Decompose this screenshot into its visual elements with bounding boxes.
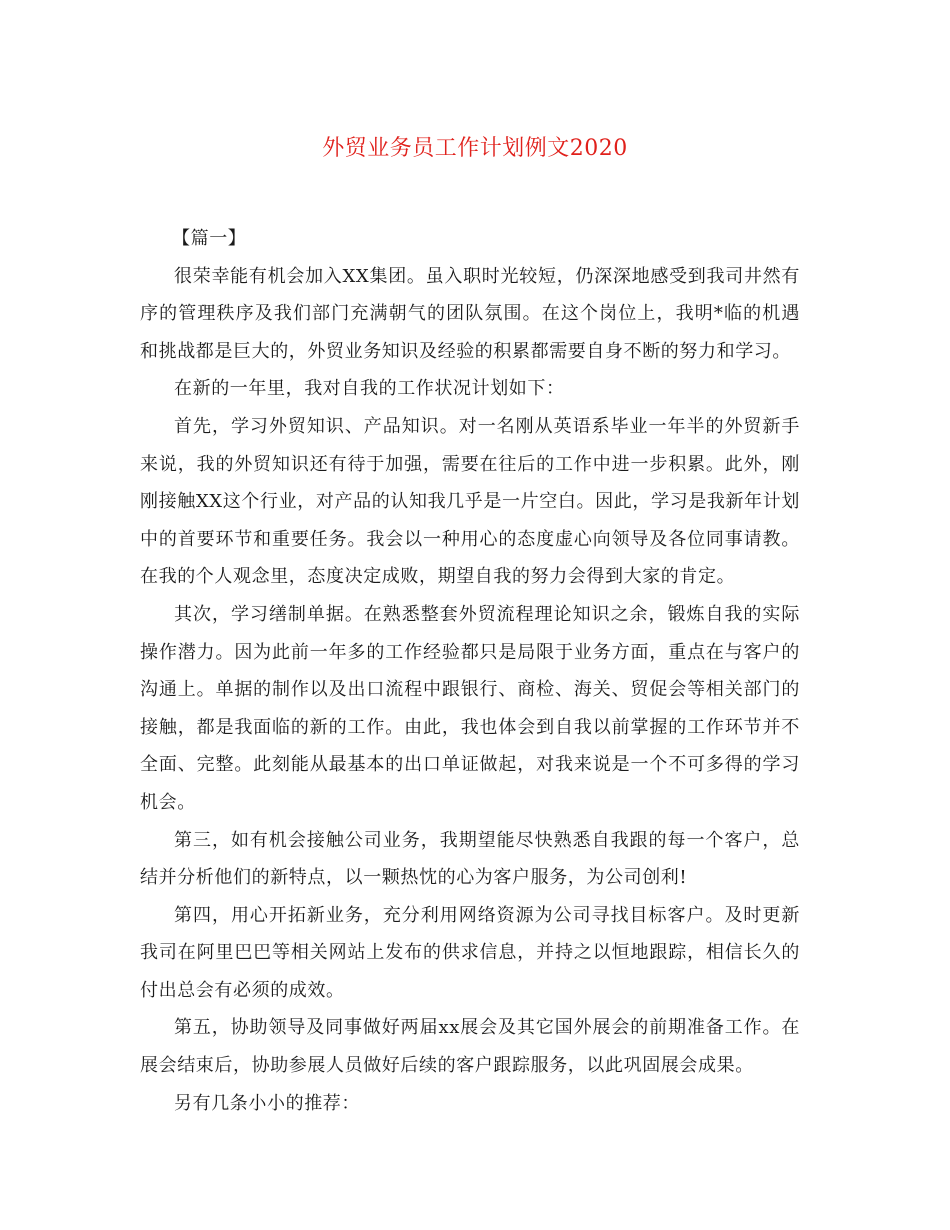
- section-label: 【篇一】: [172, 228, 247, 249]
- paragraph: 第五，协助领导及同事做好两届xx展会及其它国外展会的前期准备工作。在展会结束后，协助参展人员做好后续的客户跟踪服务，以此巩固展会成果。: [140, 1017, 800, 1077]
- paragraph: 很荣幸能有机会加入XX集团。虽入职时光较短，仍深深地感受到我司井然有序的管理秩序及我们部门充满朝气的团队氛围。在这个岗位上，我明*临的机遇和挑战都是巨大的，外贸业务知识及经验的积累都需要自身不断的努力和学习。: [140, 265, 800, 362]
- paragraph: 第四，用心开拓新业务，充分利用网络资源为公司寻找目标客户。及时更新我司在阿里巴巴等相关网站上发布的供求信息，并持之以恒地跟踪，相信长久的付出总会有必须的成效。: [140, 904, 800, 1001]
- paragraph: 其次，学习缮制单据。在熟悉整套外贸流程理论知识之余，锻炼自我的实际操作潜力。因为此前一年多的工作经验都只是局限于业务方面，重点在与客户的沟通上。单据的制作以及出口流程中跟银行、商检、海关、贸促会等相关部门的接触，都是我面临的新的工作。由此，我也体会到自我以前掌握的工作环节并不全面、完整。此刻能从最基本的出口单证做起，对我来说是一个不可多得的学习机会。: [140, 603, 800, 813]
- paragraph: 首先，学习外贸知识、产品知识。对一名刚从英语系毕业一年半的外贸新手来说，我的外贸知识还有待于加强，需要在往后的工作中进一步积累。此外，刚刚接触XX这个行业，对产品的认知我几乎是一片空白。因此，学习是我新年计划中的首要环节和重要任务。我会以一种用心的态度虚心向领导及各位同事请教。在我的个人观念里，态度决定成败，期望自我的努力会得到大家的肯定。: [140, 415, 800, 588]
- paragraph: 另有几条小小的推荐：: [174, 1092, 360, 1114]
- document-body: [140, 220, 800, 1122]
- document-title: 外贸业务员工作计划例文2020: [322, 136, 628, 161]
- paragraph: 在新的一年里，我对自我的工作状况计划如下：: [174, 378, 565, 400]
- paragraph: 第三，如有机会接触公司业务，我期望能尽快熟悉自我跟的每一个客户，总结并分析他们的新特点，以一颗热忱的心为客户服务，为公司创利!: [140, 829, 800, 889]
